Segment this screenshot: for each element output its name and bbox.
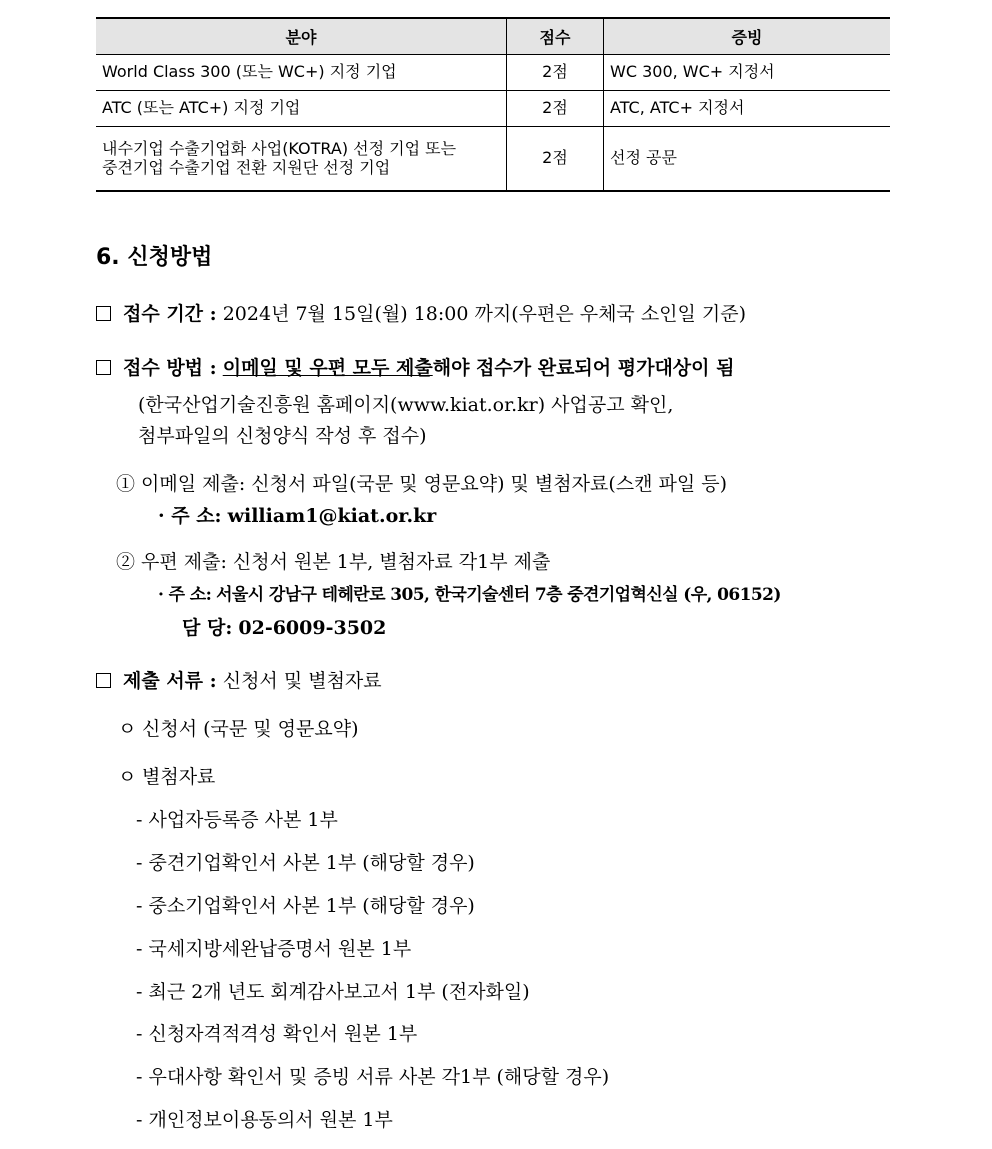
email-submission: ① 이메일 제출: 신청서 파일(국문 및 영문요약) 및 별첨자료(스캔 파일 등) [116, 473, 728, 495]
list-item [118, 716, 358, 742]
header-field: 분야 [96, 18, 507, 55]
method-label: 접수 방법 : [123, 357, 217, 379]
cell-field: World Class 300 (또는 WC+) 지정 기업 [96, 55, 507, 91]
cell-evidence: ATC, ATC+ 지정서 [604, 91, 891, 127]
checkbox-square-icon [96, 306, 111, 321]
method-emphasis-rest: 해야 접수가 완료되어 평가대상이 됨 [432, 357, 735, 379]
period-line [96, 301, 746, 327]
table-row [96, 91, 890, 127]
list-item [118, 764, 215, 790]
checkbox-square-icon [96, 360, 111, 375]
cell-score: 2점 [507, 127, 604, 192]
bullet-text: 신청서 (국문 및 영문요약) [142, 718, 359, 740]
cell-evidence: WC 300, WC+ 지정서 [604, 55, 891, 91]
attachment-item: - 사업자등록증 사본 1부 [136, 809, 338, 831]
post-address-label: · 주 소: [158, 585, 212, 605]
post-submission: ② 우편 제출: 신청서 원본 1부, 별첨자료 각1부 제출 [116, 551, 551, 573]
attachment-item: - 중견기업확인서 사본 1부 (해당할 경우) [136, 852, 475, 874]
method-note-line2: 첨부파일의 신청양식 작성 후 접수) [138, 425, 427, 447]
documents-value: 신청서 및 별첨자료 [222, 670, 382, 692]
circle-bullet-icon: ㅇ [118, 718, 137, 740]
attachment-item: - 개인정보이용동의서 원본 1부 [136, 1109, 393, 1131]
cell-field-line1: 내수기업 수출기업화 사업(KOTRA) 선정 기업 또는 [102, 139, 457, 159]
attachment-item: - 우대사항 확인서 및 증빙 서류 사본 각1부 (해당할 경우) [136, 1066, 610, 1088]
email-address-line [158, 503, 436, 529]
checkbox-square-icon [96, 673, 111, 688]
post-address: 서울시 강남구 테헤란로 305, 한국기술센터 7층 중견기업혁신실 (우, 06152) [216, 585, 781, 605]
cell-evidence: 선정 공문 [604, 127, 891, 192]
post-contact: 02-6009-3502 [238, 617, 387, 639]
method-line [96, 355, 735, 381]
cell-score: 2점 [507, 91, 604, 127]
header-score: 점수 [507, 18, 604, 55]
period-label: 접수 기간 : [123, 303, 217, 325]
email-address: william1@kiat.or.kr [227, 505, 437, 527]
bullet-text: 별첨자료 [142, 766, 216, 788]
method-emphasis-underlined: 이메일 및 우편 모두 제출 [222, 357, 433, 379]
method-note-line1: (한국산업기술진흥원 홈페이지(www.kiat.or.kr) 사업공고 확인, [138, 394, 674, 416]
cell-score: 2점 [507, 55, 604, 91]
documents-label: 제출 서류 : [123, 670, 217, 692]
section-title: 6. 신청방법 [96, 245, 213, 270]
cell-field-line2: 중견기업 수출기업 전환 지원단 선정 기업 [102, 157, 391, 177]
cell-field [96, 127, 507, 192]
table-row [96, 127, 890, 192]
attachment-item: - 국세지방세완납증명서 원본 1부 [136, 938, 412, 960]
post-address-line [158, 582, 781, 608]
post-contact-label: 담 당: [182, 617, 233, 639]
post-contact-line [182, 615, 386, 641]
table-header-row [96, 18, 890, 55]
criteria-table [96, 17, 890, 192]
table-row [96, 55, 890, 91]
header-evidence: 증빙 [604, 18, 891, 55]
attachment-item: - 신청자격적격성 확인서 원본 1부 [136, 1023, 418, 1045]
cell-field: ATC (또는 ATC+) 지정 기업 [96, 91, 507, 127]
attachment-item: - 최근 2개 년도 회계감사보고서 1부 (전자화일) [136, 981, 530, 1003]
attachment-item: - 중소기업확인서 사본 1부 (해당할 경우) [136, 895, 475, 917]
period-value: 2024년 7월 15일(월) 18:00 까지(우편은 우체국 소인일 기준) [222, 303, 747, 325]
documents-line [96, 668, 382, 694]
email-address-label: · 주 소: [158, 505, 222, 527]
circle-bullet-icon: ㅇ [118, 766, 137, 788]
